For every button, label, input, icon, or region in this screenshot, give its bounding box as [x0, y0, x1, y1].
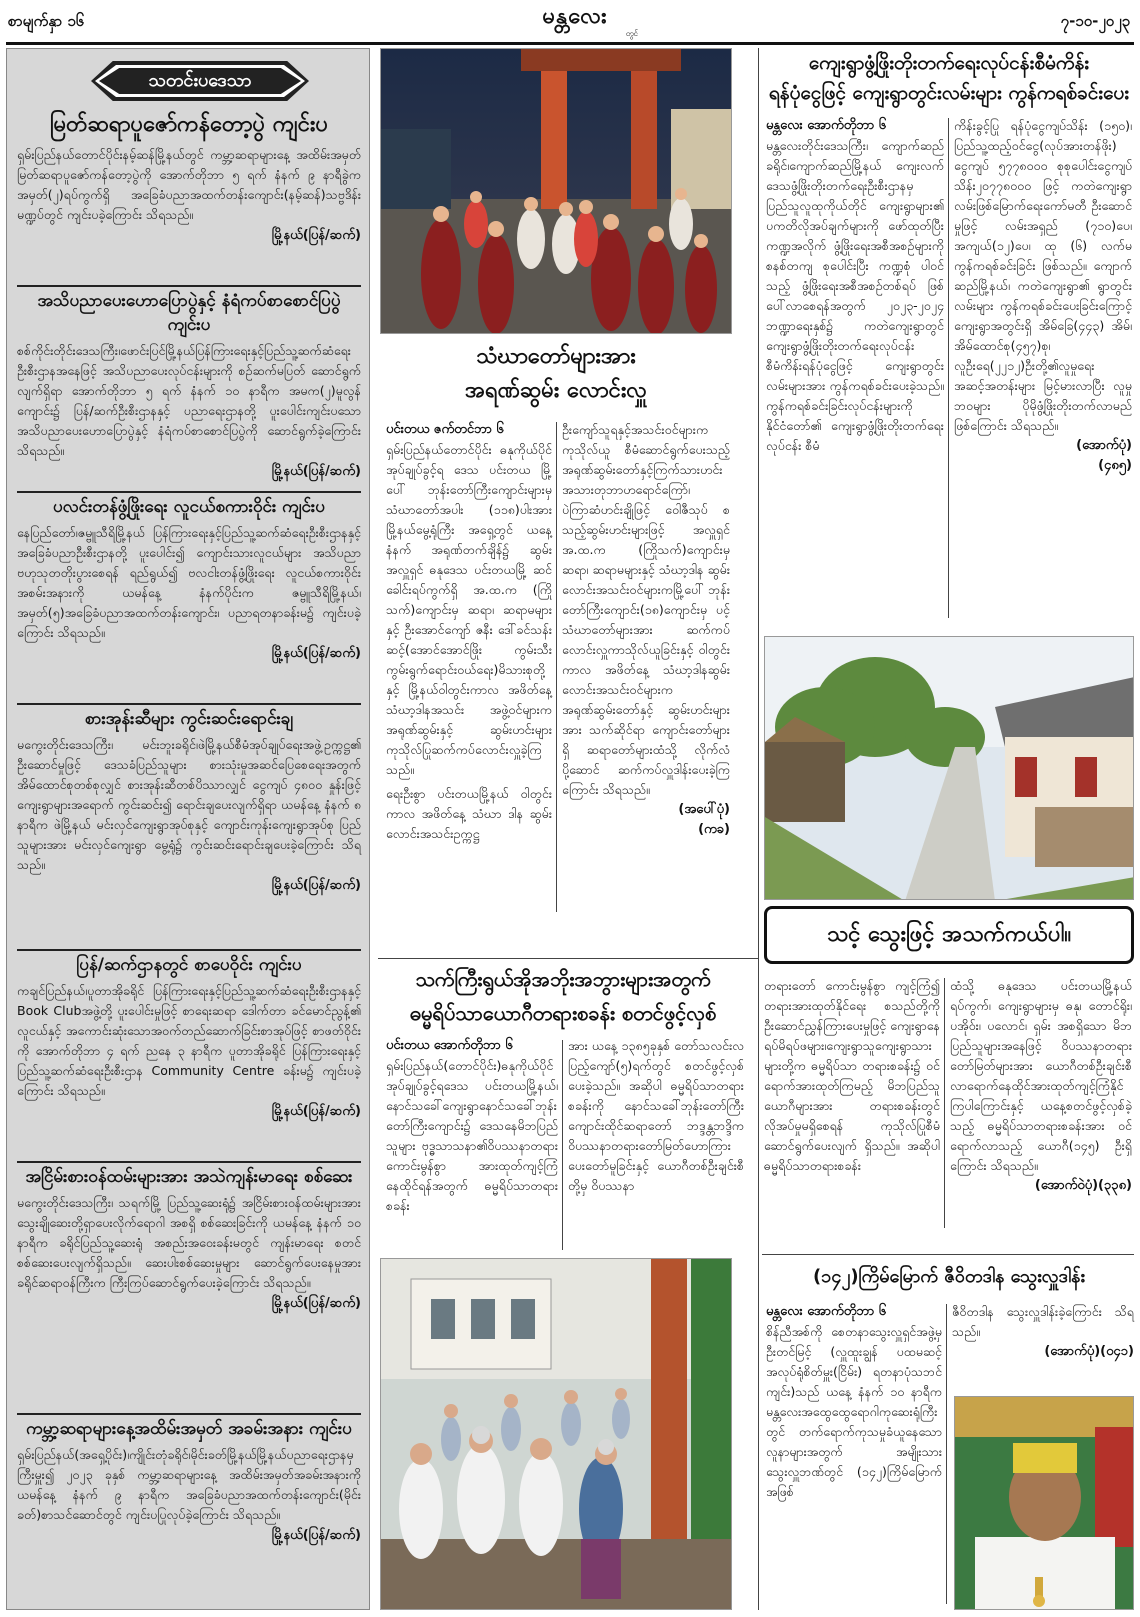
brief-credit: မြို့နယ်(ပြန်/ဆက်): [271, 464, 361, 479]
column-rule: [944, 978, 945, 1228]
section-rule: [762, 1254, 1134, 1255]
page-number: စာမျက်နှာ ၁၆: [8, 12, 85, 30]
alms-code: (ကခ): [698, 822, 730, 837]
brief-title: ကမ္ဘာ့ဆရာများနေ့အထိမ်းအမှတ် အခမ်းအနား ကျင်းပ: [26, 1419, 352, 1439]
alms-body-1: ရှမ်းပြည်နယ်တောင်ပိုင်း ဓနုကိုယ်ပိုင်အုပ်ချုပ်ခွင့်ရ ဒေသ ပင်းတယ မြို့ပေါ် ဘုန်းတော်ကြီးကျောင်းများမှ သံဃာတော်အပါး (၁၁၈)ပါးအား မြို့နယ်မွေ့ရုံကြီး အရှေ့တွင် ယနေ့ နံနက် အရုဏ်တက်ချိန်၌ ဆွမ်းအလှူရှင် ဓနုဒေသ ပင်းတယမြို့ ဆင်ခေါင်းရပ်ကွက်ရှိ အ.ထ.က (ကြိုသက်)ကျောင်းမှ ဆရာ၊ ဆရာမများနှင့် ဦးအောင်ကျော် ဇနီး ဒေါ်ခင်သန်းဆင့်(အောင်အောင်ဖြိုး ကွမ်းသီး ကွမ်းရွက်ရောင်းဝယ်ရေး)မိသားစုတို့နှင့် မြို့နယ်ဝါတွင်းကာလ အဖိတ်နေ့ သံဃာ့ဒါနအသင်း အဖွဲ့ဝင်များက အရုဏ်ဆွမ်းနှင့် ဆွမ်းဟင်းများ ကုသိုလ်ပြုဆက်ကပ်လောင်းလှူခဲ့ကြသည်။: [386, 442, 552, 777]
alms-body-1b: ရေးဦးစွာ ပင်းတယမြို့နယ် ဝါတွင်းကာလ အဖိတ်နေ့ သံဃာ ဒါန ဆွမ်းလောင်းအသင်းဥက္ကဋ္ဌ: [386, 786, 552, 841]
divider: [17, 285, 361, 287]
photo-alms-offering: [380, 48, 732, 334]
alms-offering-illustration: [381, 49, 732, 334]
masthead-logo: [500, 4, 650, 38]
brief-credit: မြို့နယ်(ပြန်/ဆက်): [271, 1528, 361, 1543]
blood-byline: မန္တလေး အောက်တိုဘာ ၆: [766, 1304, 887, 1319]
blood-story-col2: [952, 1302, 1134, 1362]
column-rule: [562, 1040, 563, 1250]
brief-credit: မြို့နယ်(ပြန်/ဆက်): [271, 878, 361, 893]
brief-body: စစ်ကိုင်းတိုင်းဒေသကြီး၊ဖောင်းပြင်မြို့နယ်ပြန်ကြားရေးနှင့်ပြည်သူ့ဆက်ဆံရေးဦးစီးဌာနအနေဖြင့် အသိပညာပေးလုပ်ငန်းများကို စဉ်ဆက်မပြတ် ဆောင်ရွက်လျက်ရှိရာ အောက်တိုဘာ ၅ ရက် နံနက် ၁၀ နာရီက အမက(၂)မူလွန်ကျောင်း၌ ပြန်/ဆက်ဦးစီးဌာနနှင့် ပညာရေးဌာနတို့ ပူးပေါင်းကျင်းပသောအသိပညာပေးဟောပြောပွဲနှင့် နံရံကပ်စာစောင်ပြပွဲကို ဆောင်ရွက်ခဲ့ကြောင်း သိရသည်။: [17, 343, 361, 458]
masthead-title: မန္တလေး: [542, 3, 608, 29]
meditation-continued-col1: [764, 976, 940, 1176]
brief-body: မကွေးတိုင်းဒေသကြီး၊ မင်းဘူးခရိုင်၊ဖဲမြို့နယ်စီမံအုပ်ချုပ်ရေးအဖွဲ့ဥက္ကဋ္ဌ၏ ဦးဆောင်မှုဖြင့် ဒေသခံပြည်သူများ စားသုံးမှုအဆင်ပြေစေရေးအတွက် အိမ်ထောင်စုတစ်စုလျှင် စားအုန်းဆီတစ်ပိဿာလျှင် ငွေကျပ် ၄၈၀၀ နှုန်းဖြင့် ကျေးရွာများအရောက် ကွင်းဆင်း၍ ရောင်းချပေးလျက်ရှိရာ ယမန်နေ့ နံနက် ၈ နာရီက ဖဲမြို့နယ် မင်းလှင်ကျေးရွာအုပ်စုနှင့် ကျောင်းကုန်းကျေးရွာအုပ်စု ပြည်သူများအား မင်းလှင်ကျေးရွာ မွေ့ရုံ၌ ကွင်းဆင်းရောင်းချပေးခဲ့ကြောင်း သိရသည်။: [17, 737, 361, 872]
alms-story-title-line2: အရဏ်ဆွမ်း လောင်းလှူ: [464, 378, 648, 403]
meditation-cont-body-1: တရားတော် ကောင်းမွန်စွာ ကျင့်ကြံ၍ တရားအားထုတ်နိုင်ရေး စသည်တို့ကို ဦးဆောင်ညွှန်ကြားပေးမှုဖြင့် ကျေးရွာနေ ရပ်မိရပ်ဖများ၊ကျေးရွာသူကျေးရွာသားများတို့က ဓမ္မရိပ်သာ တရားစခန်း၌ ဝင်ရောက်အားထုတ်ကြမည့် မိဘပြည်သူ ယောဂီများအား တရားစခန်းတွင် လိုအပ်မှုမရှိစေရန် ကုသိုလ်ပြုစီမံဆောင်ရွက်ပေးလျက် ရှိသည်။ အဆိုပါဓမ္မရိပ်သာတရားစခန်း: [764, 978, 940, 1173]
village-body-2: ကိန်းခွင့်ပြု ရန်ပုံငွေကျပ်သိန်း (၁၅၀)၊ ပြည်သူ့ထည့်ဝင်ငွေ(လုပ်အားတန်ဖိုး) ငွေကျပ် ၅၇၇၈၀၀၀ စုစုပေါင်းငွေကျပ်သိန်း၂၀၇၇၈၀၀၀ ဖြင့် ကတဲကျေးရွာလမ်းဖြစ်မြောက်ရေးကော်မတီ ဦးဆောင်မှုဖြင့် လမ်းအရှည် (၇၁၀)ပေ၊ အကျယ်(၁၂)ပေ၊ ထု (၆) လက်မ ကွန်ကရစ်ခင်းခြင်း ဖြစ်သည်။ ကျောက်ဆည်မြို့နယ်၊ ကတဲကျေးရွာ၏ ရွာတွင်းလမ်းများ ကွန်ကရစ်ခင်းပေးခြင်းကြောင့် ကျေးရွာအတွင်းရှိ အိမ်ခြေ(၄၄၃) အိမ်၊ အိမ်ထောင်စု(၄၅၇)စု၊ လူဦးရေ(၂၂၁၂)ဦးတို့၏လူမှုရေးအဆင့်အတန်းများ မြင့်မားလာပြီး လူမှုဘဝများ ပိုမိုဖွံ့ဖြိုးတိုးတက်လာမည်ဖြစ်ကြောင်း သိရသည်။: [954, 118, 1132, 433]
village-title-line1: ကျေးရွာဖွံ့ဖြိုးတိုးတက်ရေးလုပ်ငန်းစီမံကိန်း: [808, 52, 1090, 74]
masthead-subtitle: တွင်: [625, 29, 638, 38]
brief-body: မကွေးတိုင်းဒေသကြီး၊ သရက်မြို့ ပြည်သူ့ဆေးရုံ၌ အငြိမ်းစားဝန်ထမ်းများအား သွေးချိုဆေးတို့ရှာပေးလိုက်ရောဂါ အစရှိ စစ်ဆေးခြင်းကို ယမန်နေ့ နံနက် ၁၀ နာရီက ခရိုင်ပြည်သူ့ဆေးရုံ အစည်းအဝေးခန်းမတွင် ကျန်းမာရေး စတင်စစ်ဆေးပေးလျက်ရှိသည်။ ဆေးပါးစစ်ဆေးမှုများ ဆောင်ရွက်ပေးနေမှုအား ခရိုင်ဆရာဝန်ကြီးက ကြီးကြပ်ဆောင်ရွက်ပေးခဲ့ကြောင်း သိရသည်။: [17, 1195, 361, 1290]
brief-title: ပြန်/ဆက်ဌာနတွင် စာပေဝိုင်း ကျင်းပ: [76, 955, 302, 975]
brief-story-7: [17, 1417, 361, 1546]
column-rule: [948, 118, 949, 618]
village-title-line2: ရန်ပုံငွေဖြင့် ကျေးရွာတွင်းလမ်းများ ကွန်ကရစ်ခင်းပေး: [768, 82, 1130, 104]
section-banner-label: သတင်းပဒေသာ: [148, 69, 252, 91]
alms-byline: ပင်းတယ ဇက်တင်ဘာ ၆: [386, 422, 504, 437]
blood-story-col1: [766, 1302, 942, 1502]
meditation-cont-body-2: ထံသို့ ဓနုဒေသ ပင်းတယမြို့နယ် ရပ်ကွက်၊ ကျေးရွာများမှ ဓနု၊ တောင်ရိုး၊ ပအိုဝ်း၊ ပလောင်၊ ရှမ်း အစရှိသော မိဘပြည်သူများအနေဖြင့် ဝိပဿနာတရားတော်မြတ်များအား ယောဂီတစ်ဦးချင်းစီ လာရောက်နေထိုင်အားထုတ်ကျင့်ကြံနိုင်ကြပါကြောင်းနှင့် ယနေ့စတင်ဖွင့်လှစ်ခဲ့သည့် ဓမ္မရိပ်သာတရားစခန်းအား ဝင်ရောက်လာသည့် ယောဂီ(၁၄၅) ဦးရှိကြောင်း သိရသည်။: [950, 978, 1132, 1173]
section-rule: [378, 958, 758, 959]
brief-credit: မြို့နယ်(ပြန်/ဆက်): [271, 646, 361, 661]
divider: [17, 1413, 361, 1415]
brief-story-1: [17, 109, 361, 246]
column-rule: [758, 48, 759, 1610]
brief-story-2: [17, 289, 361, 482]
alms-story-title-line1: သံဃာတော်များအား: [476, 344, 636, 369]
blood-donor-portrait: [955, 1397, 1134, 1610]
column-rule: [556, 422, 557, 912]
header-rule: [6, 42, 1134, 45]
section-banner: [91, 61, 309, 101]
divider: [17, 491, 361, 493]
brief-story-6: [17, 1165, 361, 1314]
meditation-title-line1: သက်ကြီးရွယ်အိုအဘိုးအဘွားများအတွက်: [415, 967, 711, 991]
brief-credit: မြို့နယ်(ပြန်/ဆက်): [271, 1104, 361, 1119]
blood-body-1: စိန်ညီအစ်ကို စေတနာသွေးလှူရှင်အဖွဲ့မှ ဦးတင်မြင့် (လှူထူးချွန် ပထမဆင့်အလုပ်ရုံစိတ်မှူး(ငြိမ်း) ရတနာပုံသဘင်ကျင်း)သည် ယနေ့ နံနက် ၁၀ နာရီက မန္တလေးအထွေထွေရောဂါကုဆေးရုံကြီးတွင် တက်ရောက်ကုသမှုခံယူနေသော လူနာများအတွက် အမျိုးသားသွေးလှူဘဏ်တွင် (၁၄၂)ကြိမ်မြောက်အဖြစ်: [766, 1324, 942, 1499]
meditation-body-2: အား ယနေ့ ၁၃၈၅ခုနှစ် တော်သလင်းလပြည့်ကျော်(၅)ရက်တွင် စတင်ဖွင့်လှစ်ပေးခဲ့သည်။ အဆိုပါ ဓမ္မရိပ်သာတရားစခန်းကို နောင်သခေါ်ဘုန်းတော်ကြီးကျောင်းထိုင်ဆရာတော် ဘဒ္ဒန္တဘဒ္ဒိက ဝိပဿနာတရားတော်မြတ်ဟောကြားပေးတော်မူခြင်းနှင့် ယောဂီတစ်ဦးချင်းစီတို့မှ ဝိပဿနာ: [568, 1038, 744, 1193]
meditation-byline: ပင်းတယ အောက်တိုဘာ ၆: [386, 1038, 513, 1053]
village-code: (၄၈၅): [1098, 458, 1132, 473]
alms-photo-credit: (အပေါ်ပုံ): [678, 802, 730, 817]
brief-body: ကချင်ပြည်နယ်၊ပူတာအိုခရိုင် ပြန်ကြားရေးနှင့်ပြည်သူ့ဆက်ဆံရေးဦးစီးဌာနနှင့် Book Clubအဖွဲ့တို့ ပူးပေါင်းမှုဖြင့် စာရေးဆရာ ဒေါက်တာ ခင်မောင်ညွန့်၏ လူငယ်နှင့် အကောင်းဆုံးသောအဝက်တည်ဆောက်ခြင်းစာအုပ်ဖြင့် စာဖတ်ဝိုင်းကို အောက်တိုဘာ ၄ ရက် ညနေ ၃ နာရီက ပူတာအိုခရိုင် ပြန်ကြားရေးနှင့်ပြည်သူ့ဆက်ဆံရေးဦးစီးဌာန Community Centre ခန်းမ၌ ကျင်းပခဲ့ကြောင်း သိရသည်။: [17, 983, 361, 1098]
meditation-col1: [386, 1036, 558, 1216]
news-briefs-column: [6, 48, 370, 1610]
photo-concrete-road: [764, 636, 1134, 900]
photo-meditation-retreat: [380, 1258, 732, 1610]
meditation-title-line2: ဓမ္မရိပ်သာယောဂီတရားစခန်း စတင်ဖွင့်လှစ်: [409, 1001, 717, 1025]
blood-donation-slogan: [764, 906, 1134, 964]
brief-title: အသိပညာပေးဟောပြောပွဲနှင့် နံရံကပ်စာစောင်ပြပွဲ ကျင်းပ: [37, 291, 341, 335]
page-header: [0, 0, 1140, 46]
brief-body: ရှမ်းပြည်နယ်တောင်ပိုင်းနမ့်ဆန်မြို့နယ်တွင် ကမ္ဘာ့ဆရာများနေ့ အထိမ်းအမှတ် မြတ်ဆရာပူဇော်ကန်တော့ပွဲကို အောက်တိုဘာ ၅ ရက် နံနက် ၉ နာရီခွဲက အမှတ်(၂)ရပ်ကွက်ရှိ အခြေခံပညာအထက်တန်းကျောင်း(နမ့်ဆန်)သဗ္ဗဒိန်းမဏ္ဍပ်တွင် ကျင်းပခဲ့ကြောင်း သိရသည်။: [17, 147, 361, 222]
brief-story-3: [17, 495, 361, 664]
issue-date: ၇-၁၀-၂၀၂၃: [1060, 12, 1130, 30]
blood-photo-credit: (အောက်ပုံ)(၀၄၁): [1044, 1344, 1134, 1359]
alms-story-col1: [386, 420, 552, 844]
meditation-col2: [568, 1036, 744, 1196]
meditation-continued-col2: [950, 976, 1132, 1196]
brief-title: စားအုန်းဆီများ ကွင်းဆင်းရောင်းချ: [84, 709, 294, 729]
village-road-story: [764, 48, 1134, 108]
divider: [17, 949, 361, 951]
divider: [17, 1161, 361, 1163]
brief-credit: မြို့နယ်(ပြန်/ဆက်): [271, 228, 361, 243]
meditation-cont-credit: (အောက်ဝဲပုံ)(၃၃၈): [1034, 1178, 1132, 1193]
concrete-road-illustration: [765, 637, 1134, 900]
village-byline: မန္တလေး အောက်တိုဘာ ၆: [766, 118, 887, 133]
village-col1: [766, 116, 944, 456]
brief-story-5: [17, 953, 361, 1122]
blood-story-title: (၁၄၂)ကြိမ်မြောက် ဇီဝိတဒါန သွေးလှူဒါန်း: [813, 1266, 1085, 1287]
brief-body: ရှမ်းပြည်နယ်(အရှေ့ပိုင်း)၊ကျိုင်းတုံခရိုင်၊မိုင်းခတ်မြို့နယ်မြို့နယ်ပညာရေးဌာနမှ ကြီးမှူး၍ ၂၀၂၃ ခုနှစ် ကမ္ဘာ့ဆရာများနေ့ အထိမ်းအမှတ်အခမ်းအနားကို ယမန်နေ့ နံနက် ၉ နာရီက အခြေခံပညာအထက်တန်းကျောင်း(မိုင်းခတ်)စာသင်ဆောင်တွင် ကျင်းပပြုလုပ်ခဲ့ကြောင်း သိရသည်။: [17, 1447, 361, 1522]
alms-body-2: ဦးကျော်သူရနှင့်အသင်းဝင်များက ကုသိုလ်ယူ စီမံဆောင်ရွက်ပေးသည့် အရုဏ်ဆွမ်းတော်နှင့်ကြက်သားဟင်းအသားတုဘာဟရောင်ကြော်၊ ပဲကြာဆံဟင်းချိုဖြင့် ဝေါဇီသုပ် စသည့်ဆွမ်းဟင်းများဖြင့် အလှူရှင် အ.ထ.က (ကြိုသက်)ကျောင်းမှ ဆရာ၊ ဆရာမများနှင့် သံဃာ့ဒါန ဆွမ်းလောင်းအသင်းဝင်များကမြို့ပေါ် ဘုန်းတော်ကြီးကျောင်း(၁၈)ကျောင်းမှ ပင့်သံဃာတော်များအား ဆက်ကပ်လောင်းလှူကာသိုလ်ယူခြင်းနှင့် ဝါတွင်းကာလ အဖိတ်နေ့ သံဃာ့ဒါနဆွမ်းလောင်းအသင်းဝင်များက အရုဏ်ဆွမ်းတော်နှင့် ဆွမ်းဟင်းများအား သက်ဆိုင်ရာ ကျောင်းတော်များရှိ ဆရာတော်များထံသို့ လိုက်လံပို့ဆောင် ဆက်ကပ်လှူဒါန်းပေးခဲ့ကြကြောင်း သိရသည်။: [562, 422, 730, 797]
brief-credit: မြို့နယ်(ပြန်/ဆက်): [271, 1296, 361, 1311]
village-photo-credit: (အောက်ပုံ): [1076, 438, 1132, 453]
brief-story-4: [17, 707, 361, 896]
blood-body-2: ဇီဝိတဒါန သွေးလှူဒါန်းခဲ့ကြောင်း သိရသည်။: [952, 1304, 1134, 1339]
brief-body: နေပြည်တော်၊ဇမ္ဗူသီရိမြို့နယ် ပြန်ကြားရေးနှင့်ပြည်သူ့ဆက်ဆံရေးဦးစီးဌာနနှင့် အခြေခံပညာဦးစီးဌာနတို့ ပူးပေါင်း၍ ကျောင်းသားလူငယ်များ အသိပညာဗဟုသုတတိုးပွားစေရန် ရည်ရွယ်၍ ဗလငါးတန်ဖွံ့ဖြိုးရေး လူငယ်စကားဝိုင်းအစမ်းအနားကို ယမန်နေ့ နံနက်ပိုင်းက ဇမ္ဗူသီရိမြို့နယ်၊ အမှတ်(၅)အခြေခံပညာအထက်တန်းကျောင်း၊ ပညာရတနာခန်းမ၌ ကျင်းပခဲ့ကြောင်း သိရသည်။: [17, 525, 361, 640]
brief-title: ပလင်းတန်ဖွံ့ဖြိုးရေး လူငယ်စကားဝိုင်း ကျင်းပ: [53, 497, 325, 517]
photo-blood-donor: [954, 1396, 1134, 1610]
alms-story: [380, 340, 732, 408]
meditation-body-1: ရှမ်းပြည်နယ်(တောင်ပိုင်း)ဓနုကိုယ်ပိုင်အုပ်ချုပ်ခွင့်ရဒေသ ပင်းတယမြို့နယ်၊နောင်သခေါ်ကျေးရွာနောင်သခေါ်ဘုန်းတော်ကြီးကျောင်း၌ ဒေသနေမိဘပြည်သူများ ဗုဒ္ဓသာသနာ၏ဝိပဿနာတရား ကောင်းမွန်စွာ အားထုတ်ကျင့်ကြံနေထိုင်ရန်အတွက် ဓမ္မရိပ်သာတရားစခန်း: [386, 1058, 558, 1213]
brief-title: အငြိမ်းစားဝန်ထမ်းများအား အသဲကျန်းမာရေး စစ်ဆေး: [25, 1167, 353, 1187]
column-rule: [946, 1304, 947, 1604]
village-body-1: မန္တလေးတိုင်းဒေသကြီး၊ ကျောက်ဆည်ခရိုင်၊ကျောက်ဆည်မြို့နယ် ကျေးလက်ဒေသဖွံ့ဖြိုးတိုးတက်ရေးဦးစီးဌာနမှ ပြည်သူလူထုကိုယ်တိုင် ကျေးရွာများ၏ ပကတိလိုအပ်ချက်များကို ဖော်ထုတ်ပြီး ကဏ္ဍအလိုက် ဖွံ့ဖြိုးရေးအစီအစဉ်များကို စနစ်တကျ စုပေါင်းပြီး ကဏ္ဍစုံ ပါဝင်သည့် ဖွံ့ဖြိုးရေးအစီအစဉ်တစ်ရပ် ဖြစ်ပေါ်လာစေရန်အတွက် ၂၀၂၃-၂၀၂၄ ဘဏ္ဍာရေးနှစ်၌ ကတဲကျေးရွာတွင် ကျေးရွာဖွံ့ဖြိုးတိုးတက်ရေးလုပ်ငန်း စီမံကိန်းရန်ပုံငွေဖြင့် ကျေးရွာတွင်းလမ်းများအား ကွန်ကရစ်ခင်းပေးခဲ့သည်။ ကွန်ကရစ်ခင်းခြင်းလုပ်ငန်းများကို နိုင်ငံတော်၏ ကျေးရွာဖွံ့ဖြိုးတိုးတက်ရေးလုပ်ငန်း စီမံ: [766, 138, 944, 453]
slogan-text: သင့် သွေးဖြင့် အသက်ကယ်ပါ။: [826, 921, 1072, 947]
blood-donation-story: [764, 1262, 1134, 1292]
divider: [17, 703, 361, 705]
alms-story-col2: [562, 420, 730, 840]
brief-title: မြတ်ဆရာပူဇော်ကန်တော့ပွဲ ကျင်းပ: [49, 112, 329, 137]
meditation-story: [380, 962, 746, 1030]
meditation-retreat-illustration: [381, 1259, 732, 1610]
village-col2: [954, 116, 1132, 476]
